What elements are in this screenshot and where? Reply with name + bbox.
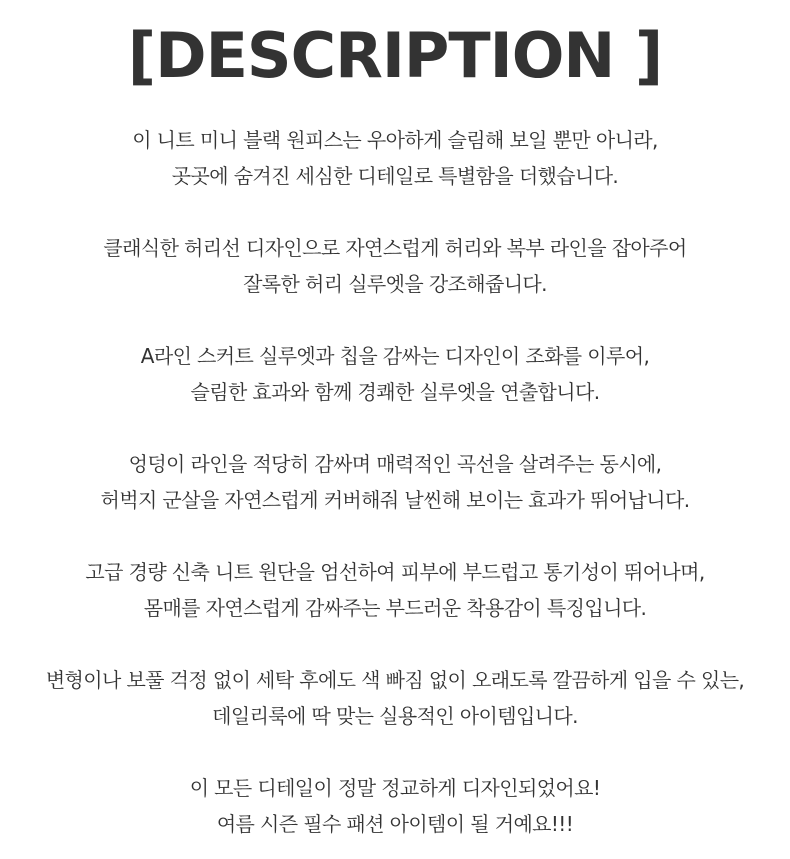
- paragraph: [0, 554, 790, 626]
- paragraph-line: 여름 시즌 필수 패션 아이템이 될 거예요!!!: [216, 812, 574, 836]
- paragraph: [0, 770, 790, 842]
- paragraph-line: 이 모든 디테일이 정말 정교하게 디자인되었어요!: [189, 776, 601, 800]
- paragraph: [0, 338, 790, 410]
- paragraph-line: 데일리룩에 딱 맞는 실용적인 아이템입니다.: [212, 704, 578, 728]
- paragraph-line: 클래식한 허리선 디자인으로 자연스럽게 허리와 복부 라인을 잡아주어: [103, 236, 687, 260]
- paragraph-line: 몸매를 자연스럽게 감싸주는 부드러운 착용감이 특징입니다.: [143, 596, 647, 620]
- paragraph-line: 변형이나 보풀 걱정 없이 세탁 후에도 색 빠짐 없이 오래도록 깔끔하게 입을 수 있는,: [45, 668, 745, 692]
- paragraph-line: 고급 경량 신축 니트 원단을 엄선하여 피부에 부드럽고 통기성이 뛰어나며,: [85, 560, 705, 584]
- paragraph-line: 슬림한 효과와 함께 경쾌한 실루엣을 연출합니다.: [190, 380, 600, 404]
- paragraph-line: 이 니트 미니 블랙 원피스는 우아하게 슬림해 보일 뿐만 아니라,: [132, 128, 658, 152]
- paragraph-line: 엉덩이 라인을 적당히 감싸며 매력적인 곡선을 살려주는 동시에,: [128, 452, 662, 476]
- page-title: [DESCRIPTION ]: [127, 19, 663, 92]
- paragraph: [0, 662, 790, 734]
- paragraph: [0, 446, 790, 518]
- description-body: [0, 122, 790, 842]
- paragraph-line: A라인 스커트 실루엣과 칩을 감싸는 디자인이 조화를 이루어,: [140, 344, 650, 368]
- paragraph-line: 잘록한 허리 실루엣을 강조해줍니다.: [243, 272, 547, 296]
- paragraph-line: 곳곳에 숨겨진 세심한 디테일로 특별함을 더했습니다.: [171, 164, 619, 188]
- paragraph: [0, 230, 790, 302]
- paragraph-line: 허벅지 군살을 자연스럽게 커버해줘 날씬해 보이는 효과가 뛰어납니다.: [100, 488, 690, 512]
- paragraph: [0, 122, 790, 194]
